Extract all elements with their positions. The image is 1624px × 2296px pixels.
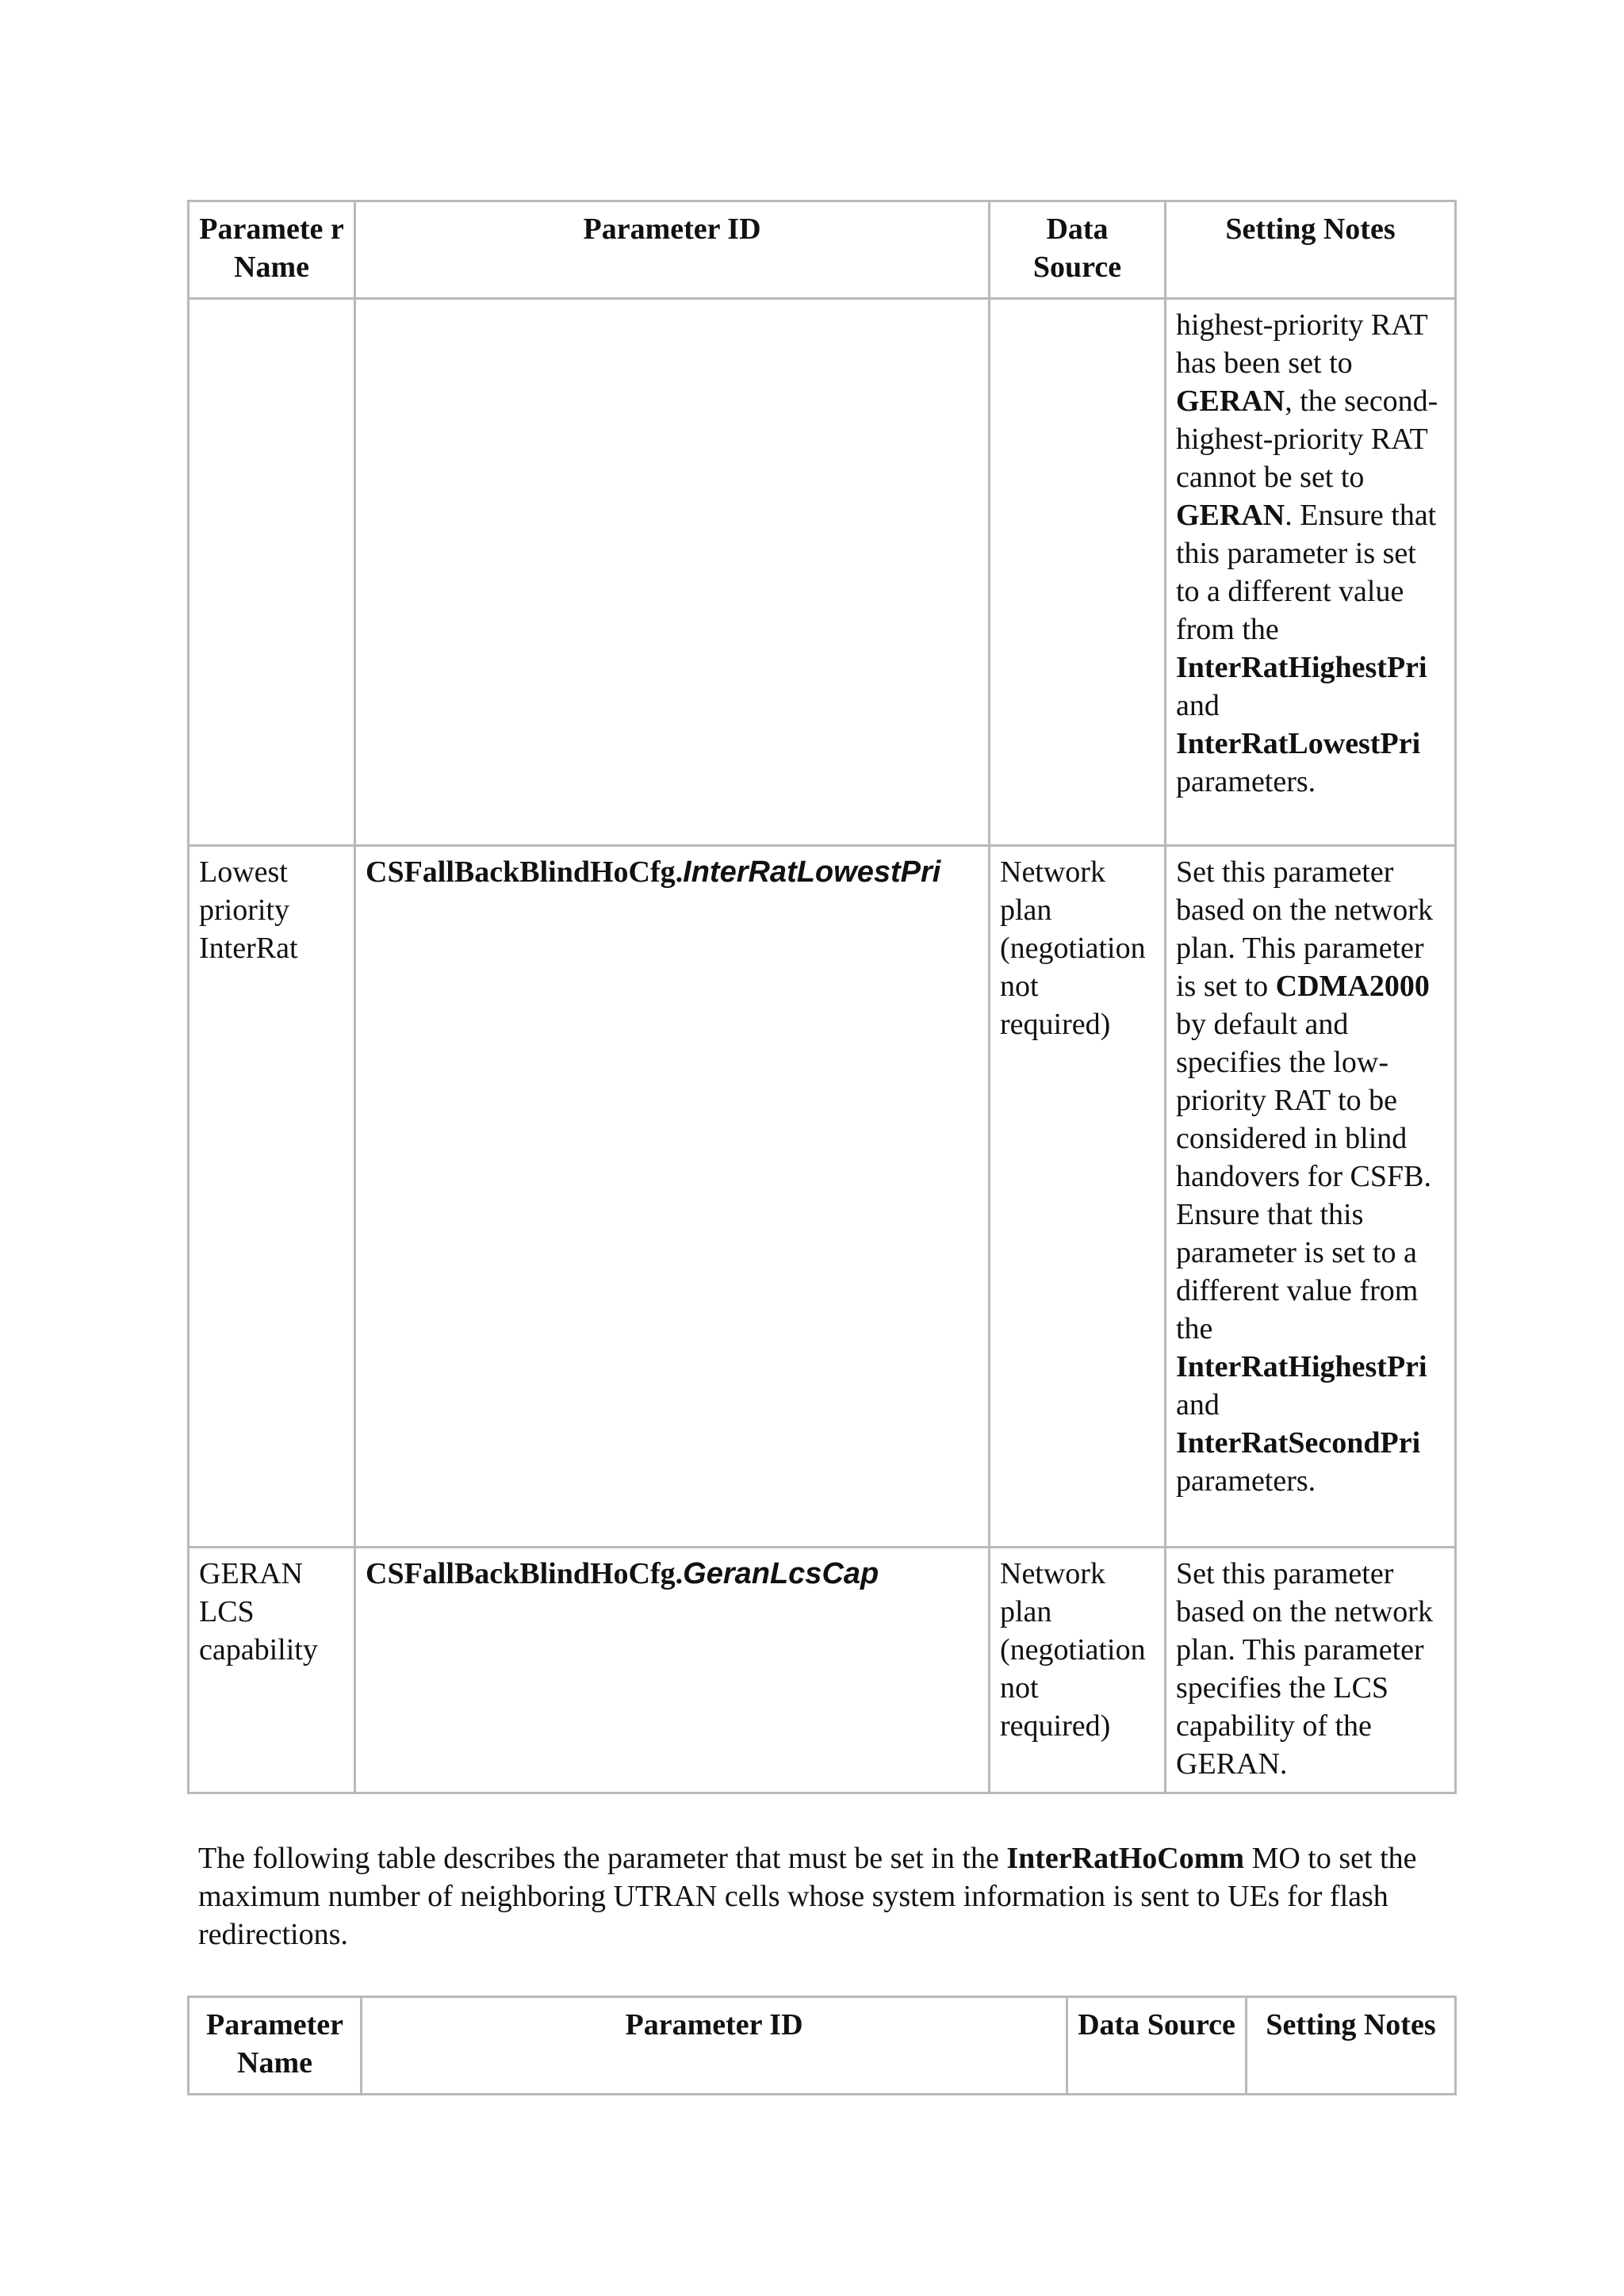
paragraph-text-start: The following table describes the parameter that must be set in the [198, 1842, 1007, 1875]
cell-data-source [990, 299, 1166, 846]
note-text: parameters. [1176, 765, 1316, 798]
cell-data-source: Network plan (negotiation not required) [990, 1548, 1166, 1793]
note-text: . Ensure that this parameter is set to a different value from the [1176, 499, 1437, 646]
note-text-bold: InterRatLowestPri [1176, 727, 1421, 760]
note-text-bold: InterRatHighestPri [1176, 651, 1427, 684]
cell-parameter-id [355, 1548, 990, 1793]
mo-name: InterRatHoComm [1006, 1842, 1245, 1875]
cell-name [189, 299, 355, 846]
parameter-attribute: InterRatLowestPri [683, 855, 941, 889]
cell-parameter-id [355, 299, 990, 846]
note-text-bold: InterRatHighestPri [1176, 1350, 1427, 1383]
table-row [189, 846, 1456, 1548]
note-text-bold: GERAN [1176, 499, 1285, 532]
header-data-source: Data Source [990, 201, 1166, 299]
note-text: parameters. [1176, 1464, 1316, 1498]
note-text-bold: InterRatSecondPri [1176, 1426, 1421, 1460]
cell-setting-notes [1166, 299, 1456, 846]
note-text-bold: CDMA2000 [1275, 970, 1430, 1003]
parameter-object: CSFallBackBlindHoCfg. [366, 855, 684, 889]
header-parameter-name: Paramete r Name [189, 201, 355, 299]
header-setting-notes: Setting Notes [1247, 1997, 1456, 2095]
cell-name: Lowest priority InterRat [189, 846, 355, 1548]
header-setting-notes: Setting Notes [1166, 201, 1456, 299]
note-text-bold: GERAN [1176, 385, 1285, 418]
cell-name: GERAN LCS capability [189, 1548, 355, 1793]
note-text: Set this parameter based on the network plan. This parameter specifies the LCS capability of the GERAN. [1176, 1557, 1433, 1781]
table-header-row [189, 201, 1456, 299]
note-text: and [1176, 689, 1220, 722]
note-text: and [1176, 1388, 1220, 1422]
table-header-row [189, 1997, 1456, 2095]
header-parameter-name: Parameter Name [189, 1997, 362, 2095]
header-parameter-id: Parameter ID [362, 1997, 1067, 2095]
note-text: highest-priority RAT has been set to [1176, 308, 1428, 380]
parameter-object: CSFallBackBlindHoCfg. [366, 1557, 684, 1590]
note-text: Set this parameter based on the network plan. This parameter is set to [1176, 855, 1433, 1003]
note-text: , the second-highest-priority RAT cannot be set to [1176, 385, 1438, 494]
header-data-source: Data Source [1067, 1997, 1247, 2095]
cell-setting-notes [1166, 1548, 1456, 1793]
cell-data-source: Network plan (negotiation not required) [990, 846, 1166, 1548]
header-parameter-id: Parameter ID [355, 201, 990, 299]
paragraph-text-end: MO to set the maximum number of neighboring UTRAN cells whose system information is sent to UEs for flash redirections. [198, 1842, 1417, 1951]
body-paragraph [198, 1839, 1443, 1954]
parameter-table-1 [187, 200, 1457, 1794]
table-row [189, 1548, 1456, 1793]
note-text: by default and specifies the low-priority RAT to be considered in blind handovers for CSFB. Ensure that this parameter is set to a different value from the [1176, 1008, 1431, 1345]
cell-parameter-id [355, 846, 990, 1548]
parameter-table-2 [187, 1996, 1457, 2095]
cell-setting-notes [1166, 846, 1456, 1548]
parameter-attribute: GeranLcsCap [683, 1557, 879, 1590]
table-row [189, 299, 1456, 846]
